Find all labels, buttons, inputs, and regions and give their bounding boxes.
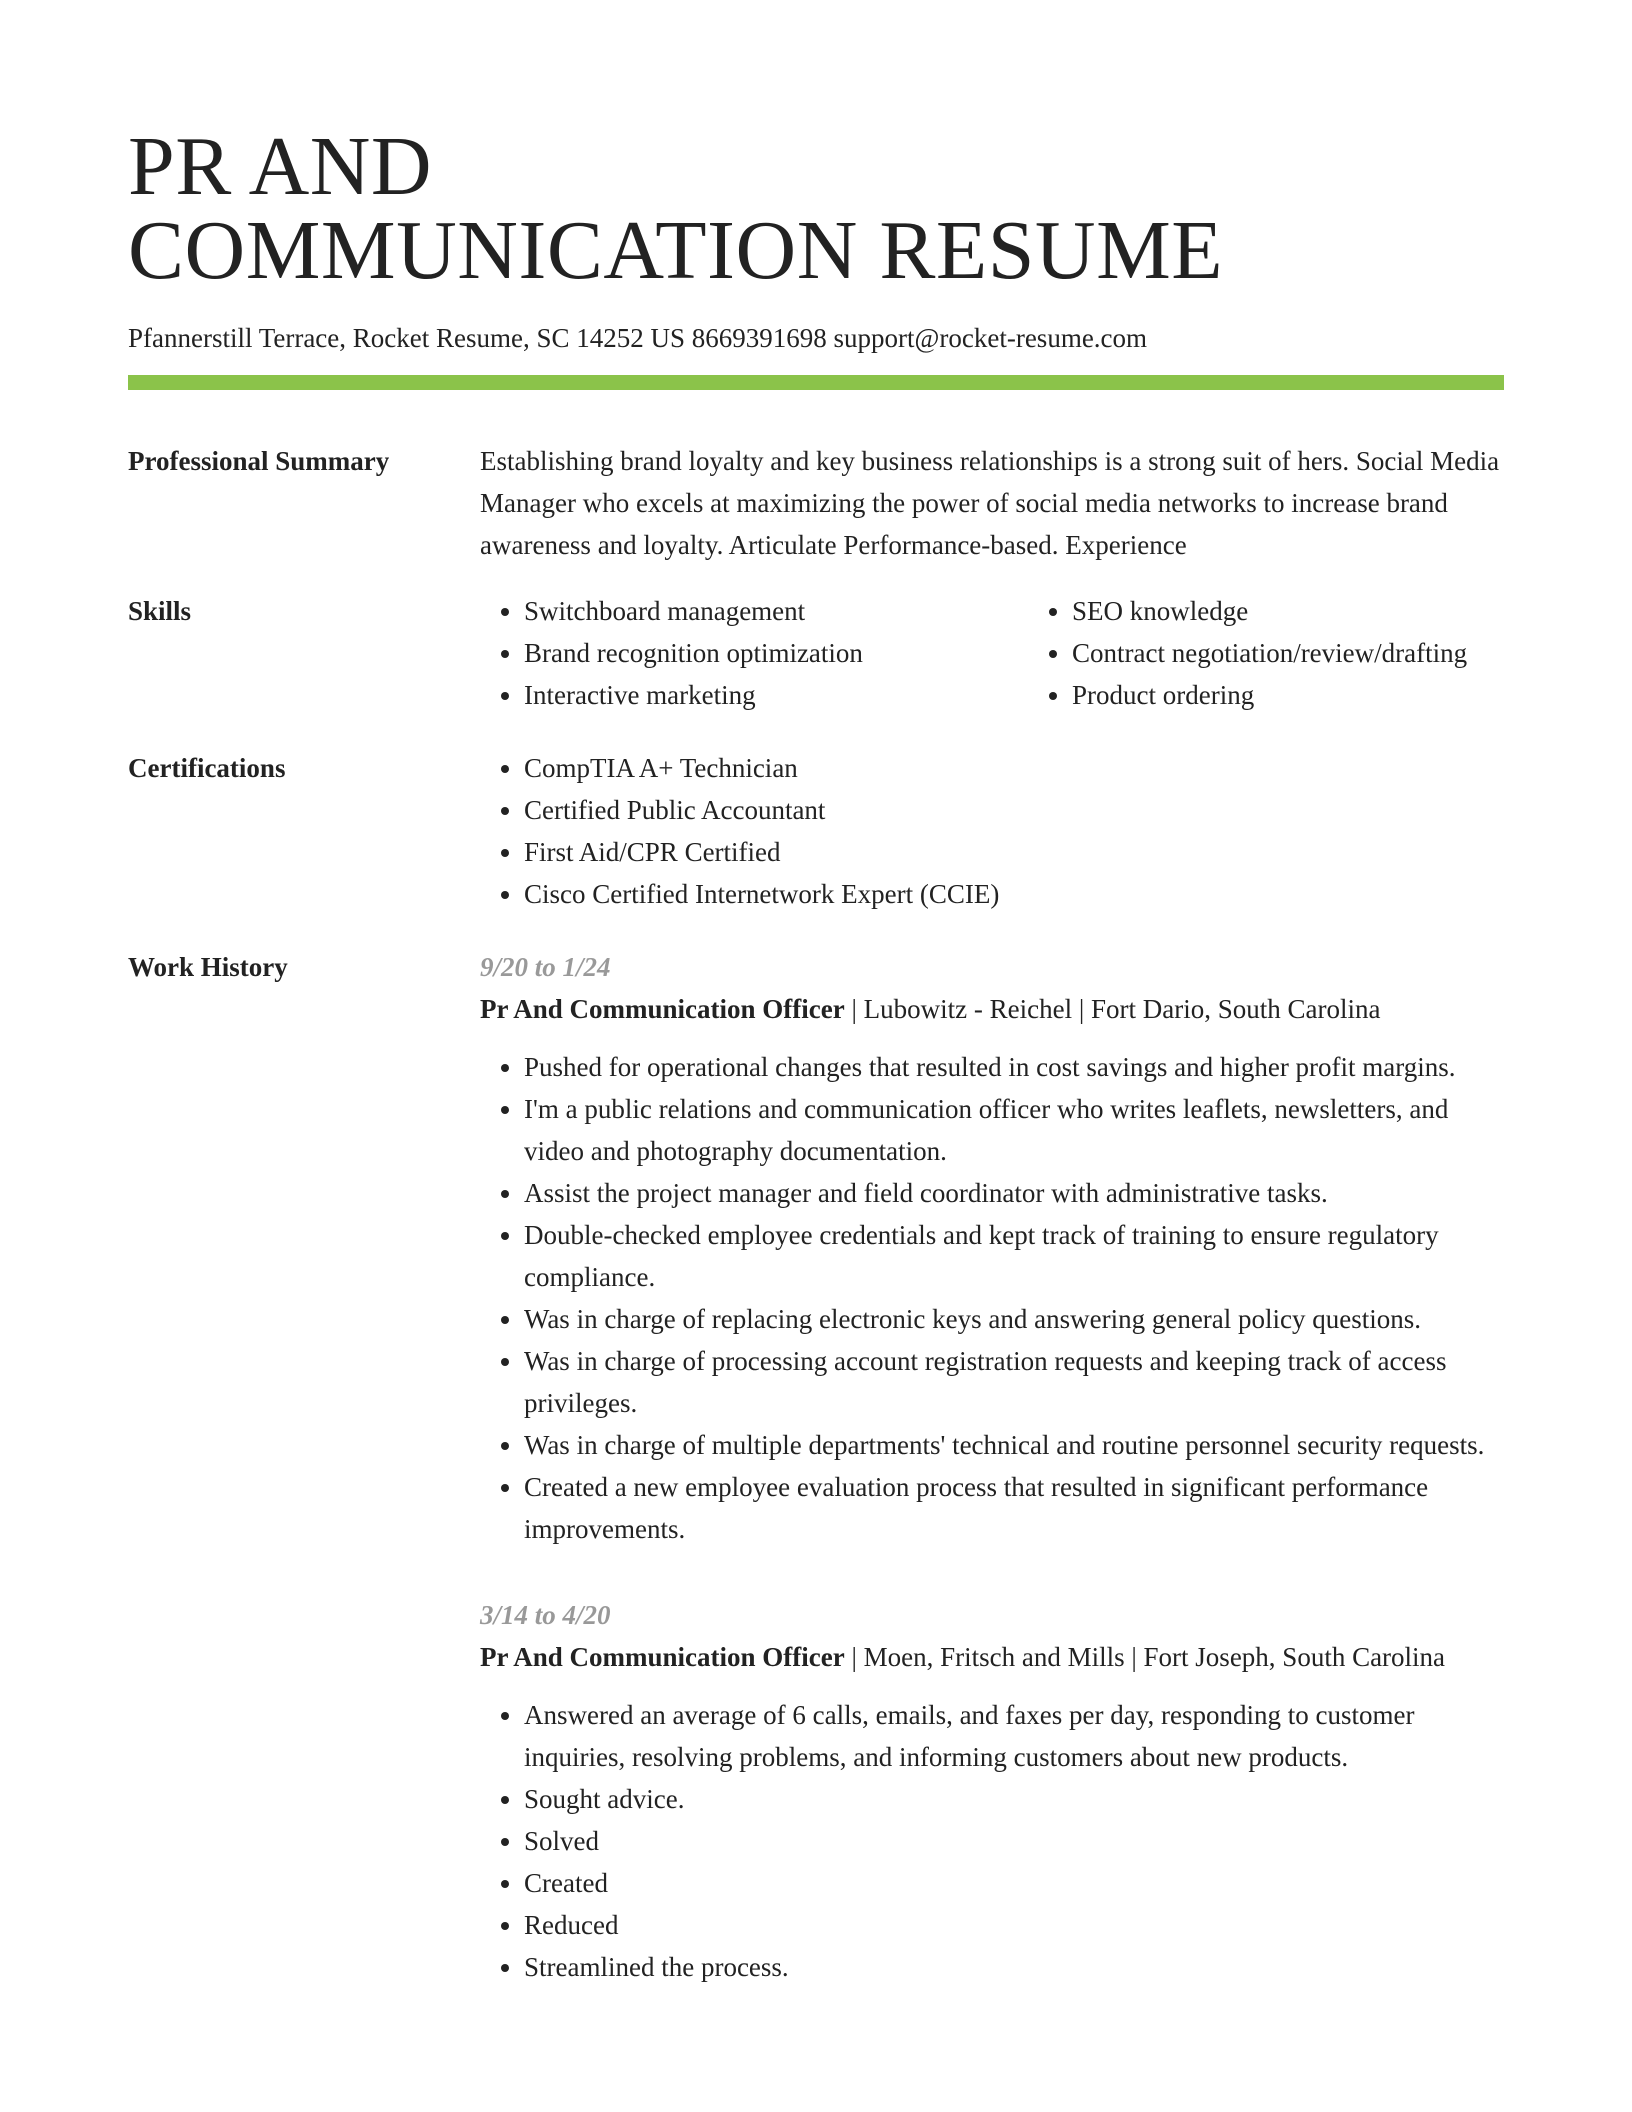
- summary-text: Establishing brand loyalty and key business relationships is a strong suit of hers. Social Media Manager who excels at maximizing the power of social media networks to increase brand awareness and loyalty. Articulate Performance-based. Experience: [480, 446, 1500, 560]
- job-bullets: [480, 1046, 1504, 1550]
- job-bullet: • Pushed for operational changes that resulted in cost savings and higher profit margins.: [524, 1046, 1504, 1088]
- section-work-history: [128, 946, 1504, 2032]
- skill-item: • Interactive marketing: [524, 674, 1028, 716]
- skill-item: • Product ordering: [1072, 674, 1592, 716]
- section-label-certifications: Certifications: [128, 753, 286, 783]
- skill-item: • Contract negotiation/review/drafting: [1072, 632, 1592, 674]
- accent-divider: [128, 375, 1504, 390]
- job-heading: [480, 1636, 1504, 1678]
- section-label-work-history: Work History: [128, 952, 288, 982]
- section-professional-summary: [128, 440, 1504, 566]
- job-bullets: [480, 1694, 1504, 1988]
- job-details: | Moen, Fritsch and Mills | Fort Joseph, South Carolina: [844, 1642, 1446, 1672]
- certification-item: • Certified Public Accountant: [524, 789, 1504, 831]
- job-bullet: • Created a new employee evaluation process that resulted in significant performance improvements.: [524, 1466, 1504, 1550]
- section-label-skills: Skills: [128, 596, 192, 626]
- certification-item: • CompTIA A+ Technician: [524, 747, 1504, 789]
- skill-item: • Brand recognition optimization: [524, 632, 1028, 674]
- job-dates: 3/14 to 4/20: [480, 1600, 611, 1630]
- certification-item: • Cisco Certified Internetwork Expert (CCIE): [524, 873, 1504, 915]
- section-certifications: [128, 747, 1504, 915]
- job-bullet: • Solved: [524, 1820, 1504, 1862]
- skill-item: • SEO knowledge: [1072, 590, 1592, 632]
- section-skills: [128, 590, 1504, 716]
- skills-column-2: [1028, 590, 1592, 716]
- job-dates: 9/20 to 1/24: [480, 952, 611, 982]
- skills-column-1: [480, 590, 1028, 716]
- job-entry: [480, 1594, 1504, 1988]
- section-label-summary: Professional Summary: [128, 446, 390, 476]
- job-bullet: • Was in charge of replacing electronic keys and answering general policy questions.: [524, 1298, 1504, 1340]
- work-history-body: [480, 946, 1504, 2032]
- job-bullet: • Was in charge of processing account registration requests and keeping track of access privileges.: [524, 1340, 1504, 1424]
- resume-title-line-1: PR AND: [128, 120, 433, 213]
- job-bullet: • Created: [524, 1862, 1504, 1904]
- certification-item: • First Aid/CPR Certified: [524, 831, 1504, 873]
- job-bullet: • Answered an average of 6 calls, emails, and faxes per day, responding to customer inquiries, resolving problems, and informing customers about new products.: [524, 1694, 1504, 1778]
- resume-title: [128, 120, 1504, 297]
- job-bullet: • I'm a public relations and communication officer who writes leaflets, newsletters, and video and photography documentation.: [524, 1088, 1504, 1172]
- job-title: Pr And Communication Officer: [480, 1642, 845, 1672]
- job-heading: [480, 988, 1504, 1030]
- job-bullet: • Sought advice.: [524, 1778, 1504, 1820]
- skills-grid: [480, 590, 1592, 716]
- summary-body: [480, 440, 1504, 566]
- contact-info: Pfannerstill Terrace, Rocket Resume, SC 14252 US 8669391698 support@rocket-resume.com: [128, 323, 1148, 353]
- job-bullet: • Assist the project manager and field coordinator with administrative tasks.: [524, 1172, 1504, 1214]
- job-bullet: • Streamlined the process.: [524, 1946, 1504, 1988]
- job-bullet: • Was in charge of multiple departments' technical and routine personnel security requests.: [524, 1424, 1504, 1466]
- job-details: | Lubowitz - Reichel | Fort Dario, South Carolina: [844, 994, 1381, 1024]
- resume-title-line-2: COMMUNICATION RESUME: [128, 204, 1224, 297]
- job-bullet: • Double-checked employee credentials and kept track of training to ensure regulatory compliance.: [524, 1214, 1504, 1298]
- job-bullet: • Reduced: [524, 1904, 1504, 1946]
- skills-body: [480, 590, 1592, 716]
- certifications-body: [480, 747, 1504, 915]
- job-title: Pr And Communication Officer: [480, 994, 845, 1024]
- job-entry: [480, 946, 1504, 1550]
- skill-item: • Switchboard management: [524, 590, 1028, 632]
- certifications-list: [480, 747, 1504, 915]
